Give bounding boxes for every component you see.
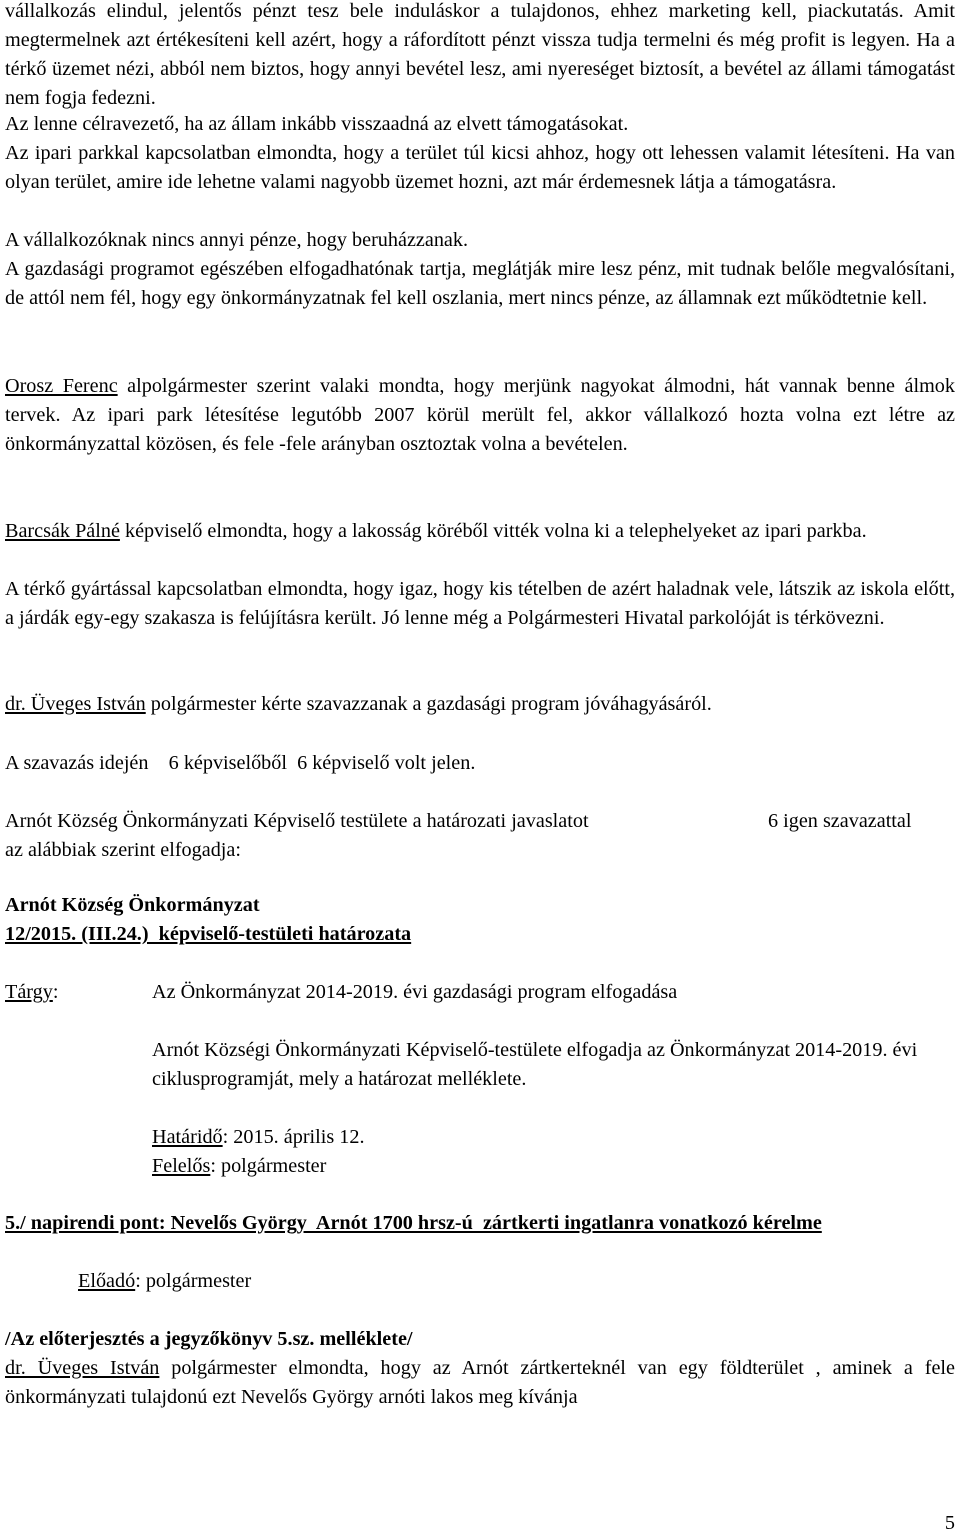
resolution-responsible: [152, 1152, 326, 1181]
deadline-label: Határidő: [152, 1126, 223, 1148]
speaker-text: polgármester kérte szavazzanak a gazdasági program jóváhagyásáról.: [145, 693, 712, 715]
speaker-text: képviselő elmondta, hogy a lakosság köréből vitték volna ki a telephelyeket az ipari parkba.: [119, 520, 867, 542]
vote-attendance: A szavazás idején 6 képviselőből 6 képviselő volt jelen.: [5, 752, 476, 774]
paragraph-economic-program: A gazdasági programot egészében elfogadhatónak tartja, meglátják mire lesz pénz, mit tudnak belőle megvalósítani, de attól nem fél, hogy egy önkormányzatnak fel kell oszlania, mert nincs pénze, az államnak ezt működtetnie kell.: [5, 258, 955, 309]
paragraph-mayor-land: [5, 1354, 955, 1412]
speaker-text: polgármester elmondta, hogy az Arnót zártkerteknél van egy földterület , aminek a fele önkormányzati tulajdonú ezt Nevelős György arnóti lakos meg kívánja: [5, 1357, 955, 1408]
resolution-number: 12/2015. (III.24.) képviselő-testületi határozata: [5, 923, 412, 945]
paragraph-industrial-park: Az ipari parkkal kapcsolatban elmondta, hogy a terület túl kicsi ahhoz, hogy ott lehessen valamit létesíteni. Ha van olyan terület, amire ide lehetne valami nagyobb üzemet hozni, azt már érdemesnek látja a támogatásra.: [5, 142, 955, 193]
speaker-text: alpolgármester szerint valaki mondta, hogy merjünk nagyokat álmodni, hát vannak benne álmok tervek. Az ipari park létesítése legutóbb 2007 körül merült fel, akkor vállalkozó hozta volna ezt létre az önkormányzattal közösen, és fele -fele arányban osztoztak volna a bevételen.: [5, 375, 955, 455]
presenter-label: Előadó: [78, 1270, 136, 1292]
agenda-item-5-presenter: [78, 1267, 251, 1296]
agenda-item-5-title: 5./ napirendi pont: Nevelős György Arnót 1700 hrsz-ú zártkerti ingatlanra vonatkozó kérelme: [5, 1212, 822, 1234]
subject-colon: :: [52, 981, 59, 1003]
paragraph-mayor-vote-request: [5, 690, 955, 719]
paragraph-paving: A térkő gyártással kapcsolatban elmondta, hogy igaz, hogy kis tételben de azért haladnak vele, látszik az iskola előtt, a járdák egy-egy szakasza is felújításra került. Jó lenne még a Polgármesteri Hivatal parkolóját is térkövezni.: [5, 578, 955, 629]
speaker-name: dr. Üveges István: [5, 693, 146, 715]
subject-label: Tárgy: [5, 981, 53, 1003]
decision-statement-cont: az alábbiak szerint elfogadja:: [5, 839, 241, 861]
resolution-organization: Arnót Község Önkormányzat: [5, 894, 260, 916]
decision-statement-left: Arnót Község Önkormányzati Képviselő testülete a határozati javaslatot: [5, 810, 589, 832]
resolution-deadline: [152, 1123, 365, 1152]
speaker-name: Orosz Ferenc: [5, 375, 118, 397]
responsible-label: Felelős: [152, 1155, 211, 1177]
paragraph-orosz-ferenc: [5, 372, 955, 459]
agenda-item-5-attachment: /Az előterjesztés a jegyzőkönyv 5.sz. melléklete/: [5, 1328, 413, 1350]
paragraph-intro: vállalkozás elindul, jelentős pénzt tesz bele induláskor a tulajdonos, ehhez marketing kell, piackutatás. Amit megtermelnek azt értékesíteni kell azért, hogy a ráfordított pénzt vissza tudja termelni és még profit is legyen. Ha a térkő üzemet nézi, abból nem biztos, hogy annyi bevétel lesz, ami nyereséget biztosít, a bevétel az állami támogatást nem fogja fedezni.: [5, 0, 955, 109]
paragraph-state-support: Az lenne célravezető, ha az állam inkább visszaadná az elvett támogatásokat.: [5, 113, 629, 135]
deadline-value: : 2015. április 12.: [222, 1126, 365, 1148]
responsible-value: : polgármester: [210, 1155, 327, 1177]
paragraph-barcsak-palne: [5, 517, 955, 546]
presenter-value: : polgármester: [135, 1270, 252, 1292]
page-number: 5: [944, 1512, 955, 1534]
resolution-subject-label: [5, 978, 58, 1007]
decision-statement-votes: 6 igen szavazattal: [768, 810, 912, 832]
resolution-body: Arnót Községi Önkormányzati Képviselő-testülete elfogadja az Önkormányzat 2014-2019. évi ciklusprogramját, mely a határozat melléklete.: [152, 1039, 918, 1090]
paragraph-entrepreneurs: A vállalkozóknak nincs annyi pénze, hogy beruházzanak.: [5, 229, 469, 251]
resolution-subject-value: Az Önkormányzat 2014-2019. évi gazdasági program elfogadása: [152, 981, 678, 1003]
speaker-name: Barcsák Pálné: [5, 520, 120, 542]
speaker-name: dr. Üveges István: [5, 1357, 160, 1379]
